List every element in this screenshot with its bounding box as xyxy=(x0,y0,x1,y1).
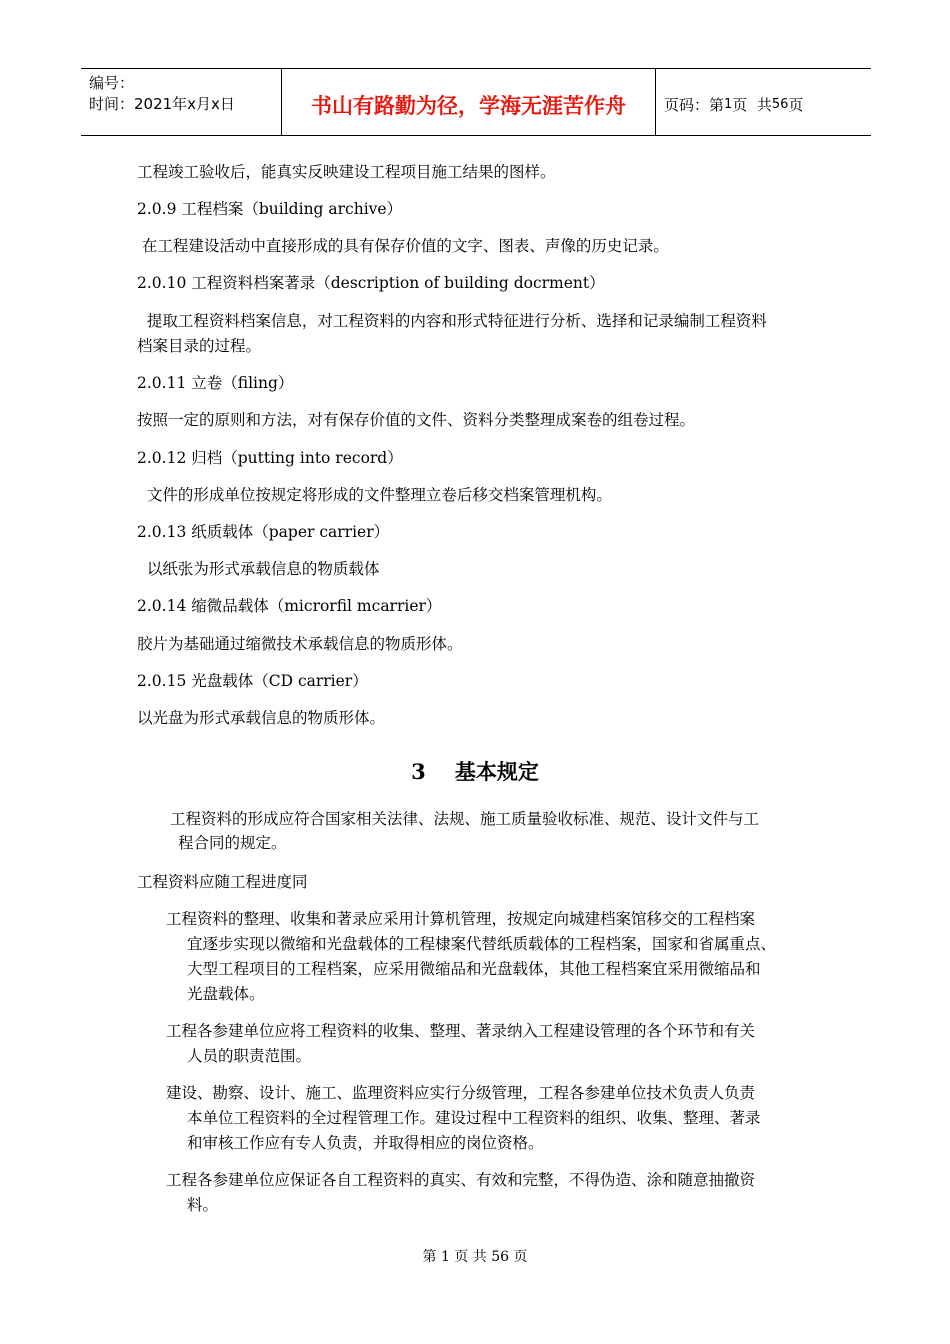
definition-heading-2-0-10: 2.0.10 工程资料档案著录（description of building docrment） xyxy=(137,274,605,292)
rule-1-line-1: 工程资料的形成应符合国家相关法律、法规、施工质量验收标准、规范、设计文件与工 xyxy=(170,810,760,828)
rule-3-line-4: 光盘载体。 xyxy=(187,985,265,1003)
definition-text-2-0-14: 胶片为基础通过缩微技术承载信息的物质形体。 xyxy=(137,635,463,653)
definition-heading-2-0-14: 2.0.14 缩微品载体（microrfil mcarrier） xyxy=(137,597,442,615)
header-page-suffix: 页 xyxy=(788,95,804,114)
definition-text-2-0-9: 在工程建设活动中直接形成的具有保存价值的文字、图表、声像的历史记录。 xyxy=(137,237,669,255)
header-page-total: 56 xyxy=(771,96,789,112)
rule-2: 工程资料应随工程进度同 xyxy=(137,873,308,891)
section-heading: 3 基本规定 xyxy=(411,759,539,784)
definition-text-2-0-10-a: 提取工程资料档案信息，对工程资料的内容和形式特征进行分析、选择和记录编制工程资料 xyxy=(137,312,767,330)
rule-4-line-2: 人员的职责范围。 xyxy=(187,1047,312,1065)
rule-5-line-1: 建设、勘察、设计、施工、监理资料应实行分级管理，工程各参建单位技术负责人负责 xyxy=(166,1084,756,1102)
definition-heading-2-0-9: 2.0.9 工程档案（building archive） xyxy=(137,200,403,218)
definition-heading-2-0-11: 2.0.11 立卷（filing） xyxy=(137,374,294,392)
page-header xyxy=(81,68,871,136)
document-number-label: 编号： xyxy=(89,74,135,92)
rule-6-line-1: 工程各参建单位应保证各自工程资料的真实、有效和完整，不得伪造、涂和随意抽撤资 xyxy=(166,1171,756,1189)
definition-text-2-0-10-b: 档案目录的过程。 xyxy=(137,337,262,355)
definition-text-2-0-13: 以纸张为形式承载信息的物质载体 xyxy=(137,560,380,578)
definition-heading-2-0-15: 2.0.15 光盘载体（CD carrier） xyxy=(137,672,368,690)
definition-heading-2-0-12: 2.0.12 归档（putting into record） xyxy=(137,449,403,467)
definition-heading-2-0-13: 2.0.13 纸质载体（paper carrier） xyxy=(137,523,390,541)
rule-3-line-1: 工程资料的整理、收集和著录应采用计算机管理，按规定向城建档案馆移交的工程档案 xyxy=(166,910,756,928)
header-info-cell xyxy=(81,69,282,135)
rule-6-line-2: 料。 xyxy=(187,1196,219,1214)
header-page-cell xyxy=(656,69,871,135)
definition-text-2-0-12: 文件的形成单位按规定将形成的文件整理立卷后移交档案管理机构。 xyxy=(137,486,612,504)
page-footer: 第 1 页 共 56 页 xyxy=(422,1249,528,1265)
header-page-number: 1 xyxy=(724,96,733,112)
rule-5-line-2: 本单位工程资料的全过程管理工作。建设过程中工程资料的组织、收集、整理、著录 xyxy=(187,1109,761,1127)
definition-text-2-0-11: 按照一定的原则和方法，对有保存价值的文件、资料分类整理成案卷的组卷过程。 xyxy=(137,411,696,429)
header-motto: 书山有路勤为径，学海无涯苦作舟 xyxy=(311,94,626,118)
paragraph-line: 工程竣工验收后，能真实反映建设工程项目施工结果的图样。 xyxy=(137,163,556,181)
header-page-prefix: 页码：第 xyxy=(664,95,725,114)
rule-5-line-3: 和审核工作应有专人负责，并取得相应的岗位资格。 xyxy=(187,1134,544,1152)
definition-text-2-0-15: 以光盘为形式承载信息的物质形体。 xyxy=(137,709,386,727)
header-motto-cell xyxy=(282,69,656,135)
document-date-label: 时间：2021年x月x日 xyxy=(89,95,235,113)
header-page-mid: 页 共 xyxy=(732,95,772,114)
rule-1-line-2: 程合同的规定。 xyxy=(178,834,287,852)
rule-4-line-1: 工程各参建单位应将工程资料的收集、整理、著录纳入工程建设管理的各个环节和有关 xyxy=(166,1022,756,1040)
rule-3-line-3: 大型工程项目的工程档案，应采用微缩品和光盘载体，其他工程档案宜采用微缩品和 xyxy=(187,960,761,978)
rule-3-line-2: 宜逐步实现以微缩和光盘载体的工程棣案代替纸质载体的工程档案，国家和省属重点、 xyxy=(187,935,777,953)
